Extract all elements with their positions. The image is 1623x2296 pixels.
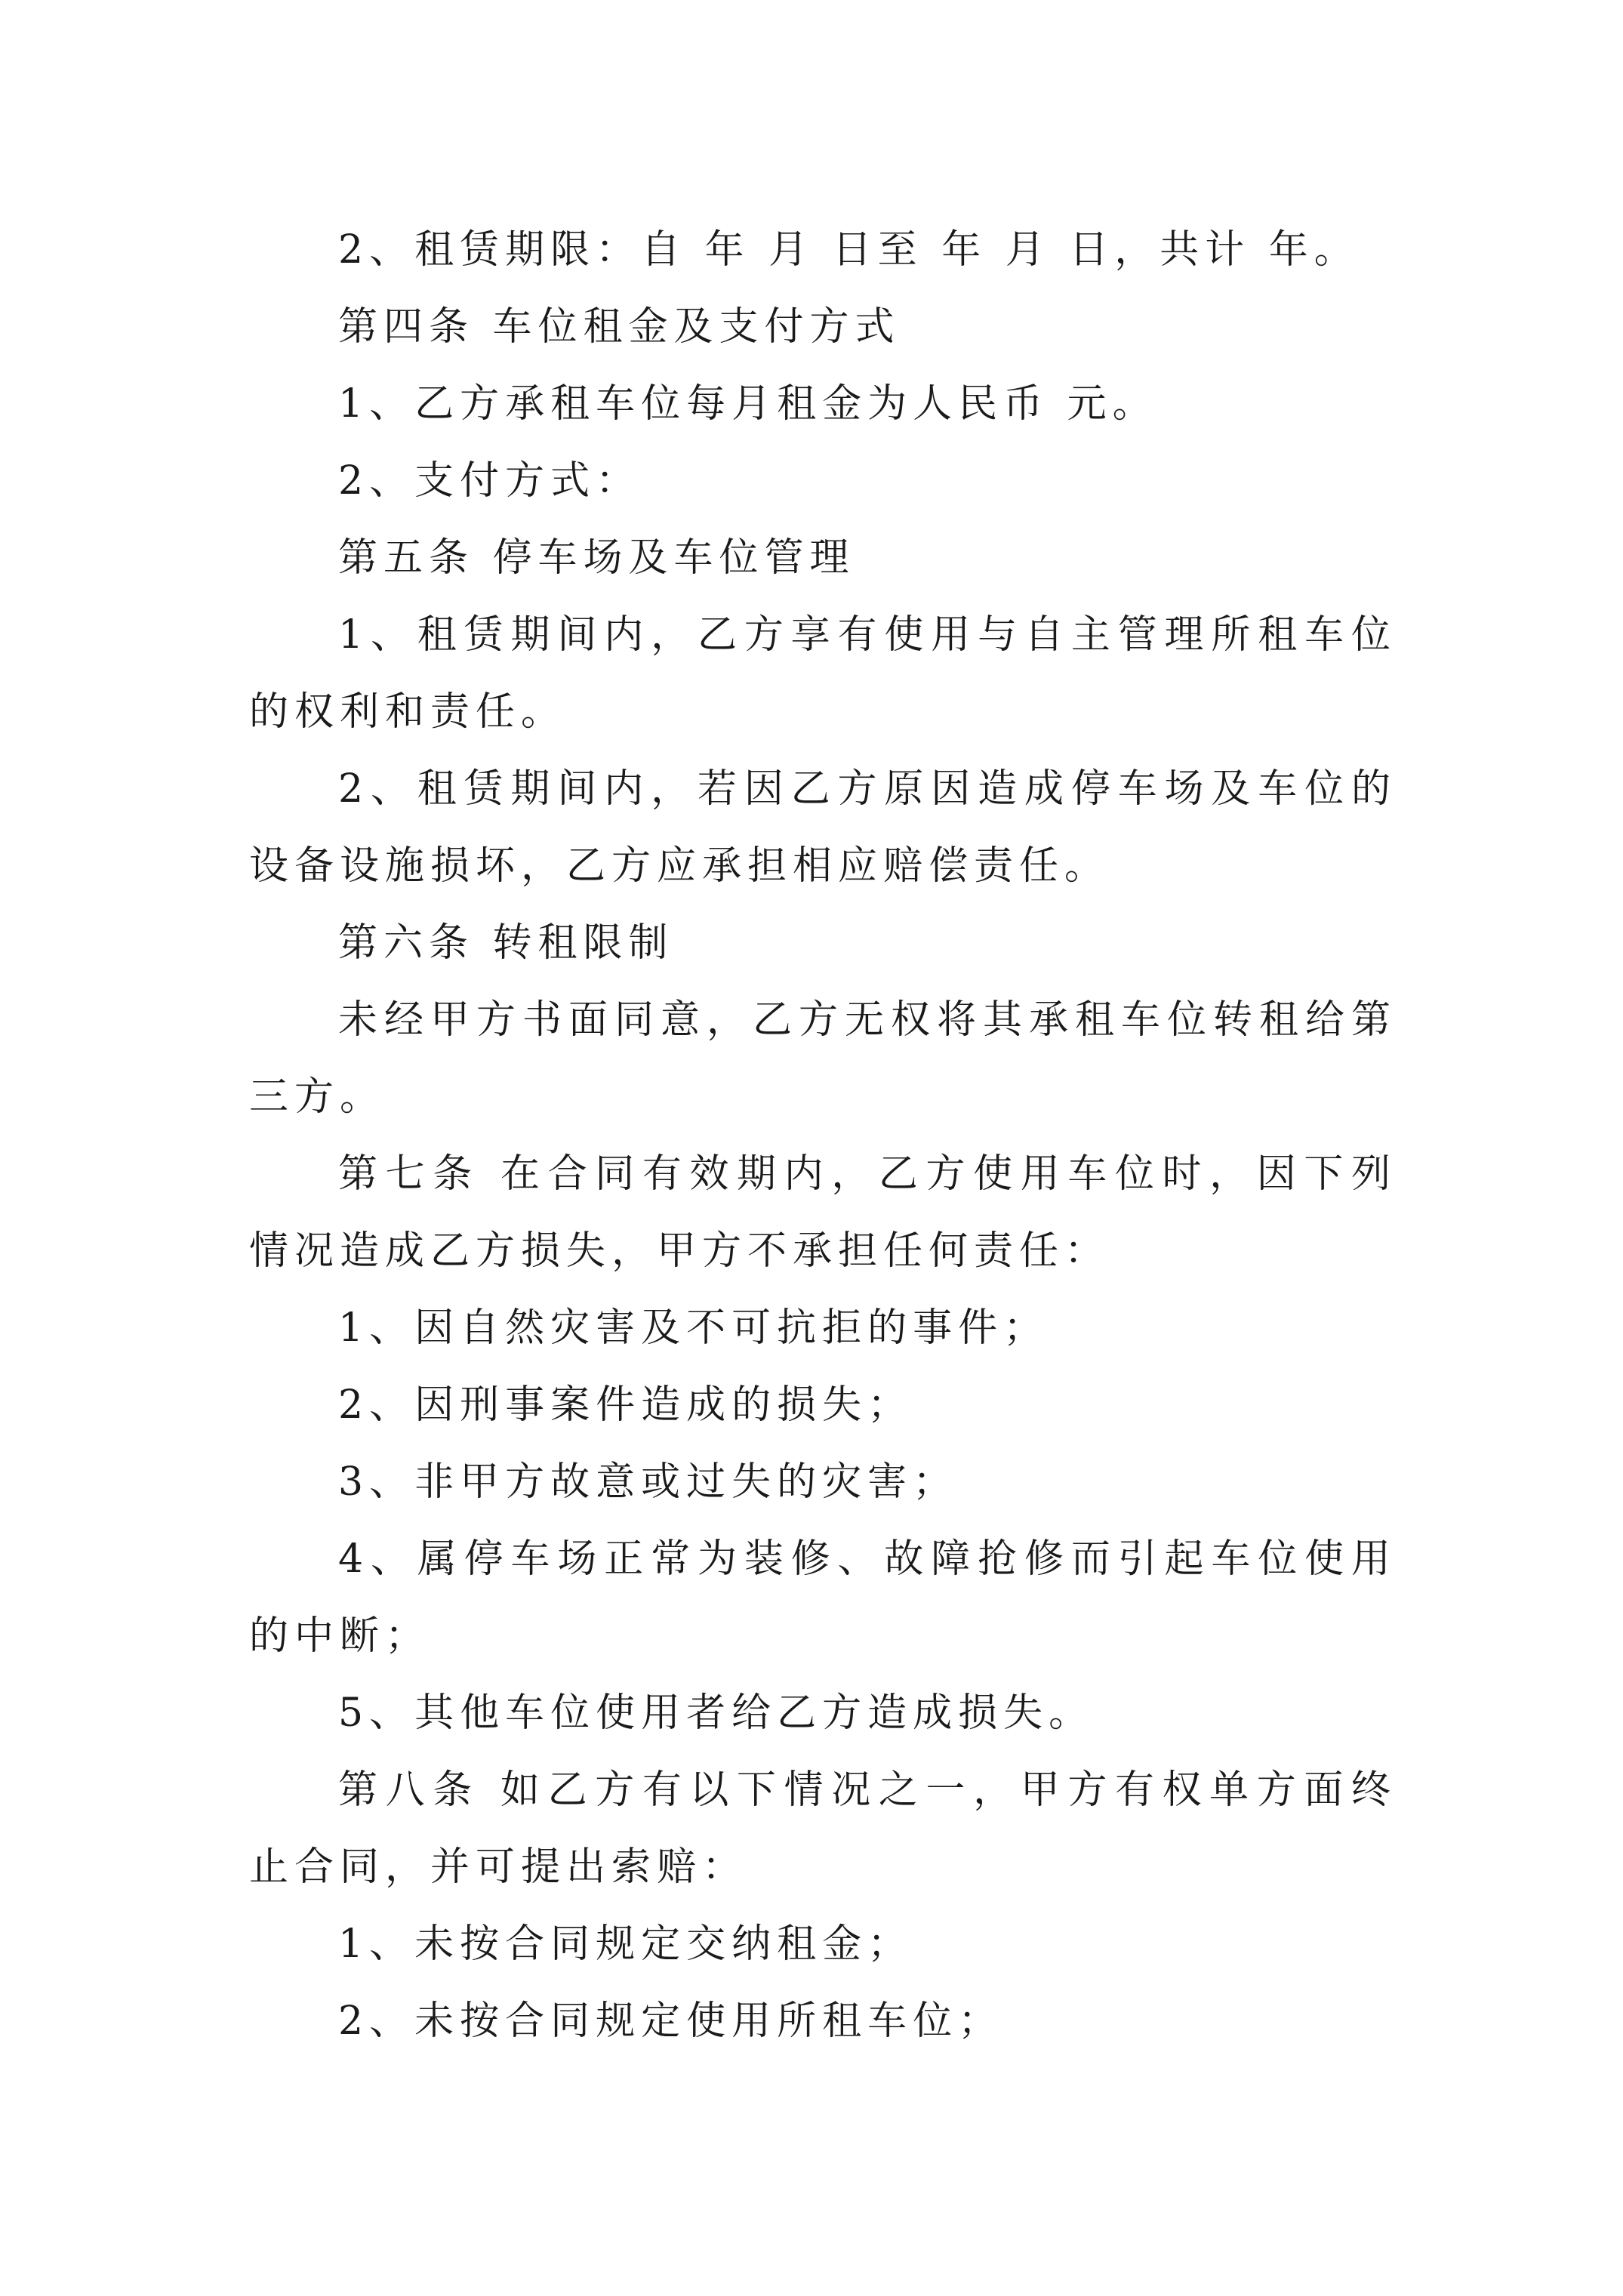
list-item-improper-use: 2、未按合同规定使用所租车位； bbox=[338, 1999, 1004, 2044]
list-item-natural-disaster: 1、因自然灾害及不可抗拒的事件； bbox=[338, 1305, 1049, 1351]
list-item-criminal-case: 2、因刑事案件造成的损失； bbox=[338, 1382, 913, 1428]
heading-article-8: 第八条 如乙方有以下情况之一，甲方有权单方面终止合同，并可提出索赔： bbox=[249, 1767, 1397, 1890]
document-body bbox=[249, 211, 1397, 2060]
heading-article-7: 第七条 在合同有效期内，乙方使用车位时，因下列情况造成乙方损失，甲方不承担任何责任： bbox=[249, 1151, 1397, 1274]
paragraph-lease-term: 2、租赁期限：自 年 月 日至 年 月 日，共计 年。 bbox=[338, 227, 1360, 273]
heading-article-5: 第五条 停车场及车位管理 bbox=[338, 535, 855, 581]
paragraph-usage-rights: 1、租赁期间内，乙方享有使用与自主管理所租车位的权利和责任。 bbox=[249, 612, 1397, 735]
list-item-non-fault-disaster: 3、非甲方故意或过失的灾害； bbox=[338, 1459, 959, 1505]
heading-article-4: 第四条 车位租金及支付方式 bbox=[338, 304, 901, 350]
paragraph-sublease-restriction: 未经甲方书面同意，乙方无权将其承租车位转租给第三方。 bbox=[249, 997, 1397, 1120]
list-item-unpaid-rent: 1、未按合同规定交纳租金； bbox=[338, 1922, 913, 1967]
heading-article-6: 第六条 转租限制 bbox=[338, 920, 674, 966]
paragraph-monthly-rent: 1、乙方承租车位每月租金为人民币 元。 bbox=[338, 381, 1158, 427]
paragraph-damage-liability: 2、租赁期间内，若因乙方原因造成停车场及车位的设备设施损坏，乙方应承担相应赔偿责任。 bbox=[249, 766, 1397, 889]
list-item-other-users: 5、其他车位使用者给乙方造成损失。 bbox=[338, 1690, 1095, 1736]
paragraph-payment-method: 2、支付方式： bbox=[338, 458, 642, 504]
list-item-maintenance-interruption: 4、属停车场正常为装修、故障抢修而引起车位使用的中断； bbox=[249, 1536, 1397, 1659]
